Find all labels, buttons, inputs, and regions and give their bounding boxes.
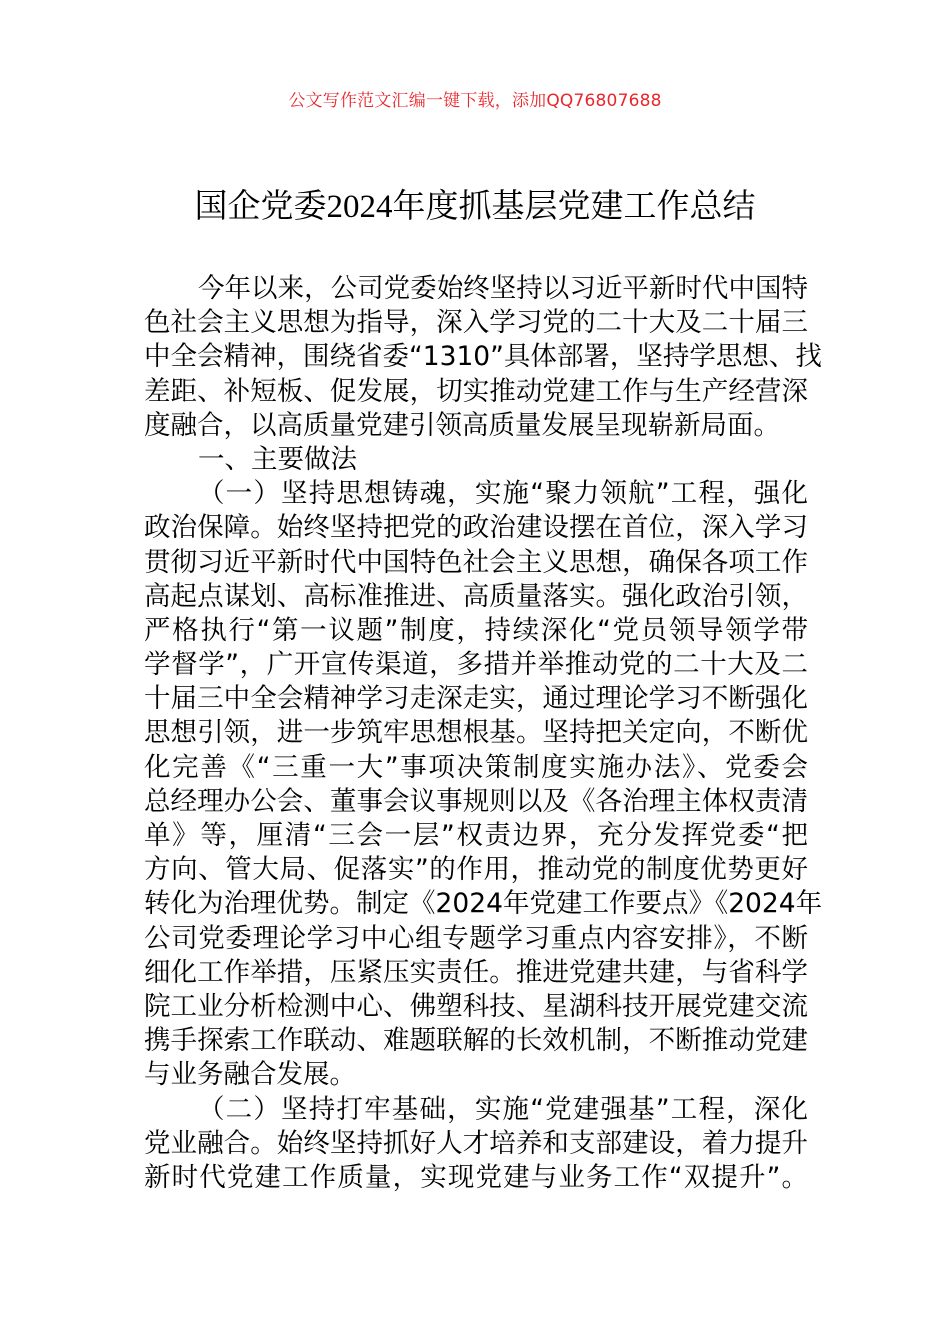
- paragraph-subsection-2: [144, 1093, 808, 1196]
- document-body: [144, 272, 823, 1195]
- text-line: （二）坚持打牢基础，实施“党建强基”工程，深化: [198, 1093, 808, 1125]
- text-line: 十届三中全会精神学习走深走实，通过理论学习不断强化: [144, 683, 808, 715]
- text-line: 与业务融合发展。: [144, 1059, 356, 1091]
- text-line: 贯彻习近平新时代中国特色社会主义思想，确保各项工作: [144, 546, 808, 578]
- text-line: 学督学”，广开宣传渠道，多措并举推动党的二十大及二: [144, 649, 808, 681]
- text-line: 高起点谋划、高标准推进、高质量落实。强化政治引领，: [144, 580, 808, 612]
- text-line: 公司党委理论学习中心组专题学习重点内容安排》，不断: [144, 922, 808, 954]
- text-line: 度融合，以高质量党建引领高质量发展呈现崭新局面。: [144, 409, 780, 441]
- text-line: 思想引领，进一步筑牢思想根基。坚持把关定向，不断优: [144, 717, 808, 749]
- text-line: 差距、补短板、促发展，切实推动党建工作与生产经营深: [144, 375, 808, 407]
- intro-paragraph: [144, 272, 822, 443]
- text-line: 政治保障。始终坚持把党的政治建设摆在首位，深入学习: [144, 512, 808, 544]
- text-line: 中全会精神，围绕省委“1310”具体部署，坚持学思想、找: [144, 341, 822, 373]
- text-line: 转化为治理优势。制定《2024年党建工作要点》《2024年: [144, 888, 823, 920]
- text-line: 携手探索工作联动、难题联解的长效机制，不断推动党建: [144, 1025, 808, 1057]
- text-line: 方向、管大局、促落实”的作用，推动党的制度优势更好: [144, 854, 808, 886]
- text-line: 党业融合。始终坚持抓好人才培养和支部建设，着力提升: [144, 1127, 808, 1159]
- text-line: 新时代党建工作质量，实现党建与业务工作“双提升”。: [144, 1161, 808, 1193]
- text-line: 总经理办公会、董事会议事规则以及《各治理主体权责清: [144, 785, 808, 817]
- section-heading-main-practices: [144, 443, 808, 477]
- document-title: 国企党委2024年度抓基层党建工作总结: [194, 189, 756, 225]
- text-line: 今年以来，公司党委始终坚持以习近平新时代中国特: [198, 273, 808, 304]
- watermark-download-notice: 公文写作范文汇编一键下载，添加QQ76807688: [288, 91, 662, 111]
- text-line: 细化工作举措，压紧压实责任。推进党建共建，与省科学: [144, 956, 808, 988]
- text-line: 色社会主义思想为指导，深入学习党的二十大及二十届三: [144, 307, 808, 339]
- text-line: （一）坚持思想铸魂，实施“聚力领航”工程，强化: [198, 478, 808, 510]
- text-line: 化完善《“三重一大”事项决策制度实施办法》、党委会: [144, 751, 808, 783]
- text-line: 单》等，厘清“三会一层”权责边界，充分发挥党委“把: [144, 820, 808, 851]
- text-line: 院工业分析检测中心、佛塑科技、星湖科技开展党建交流: [144, 990, 808, 1022]
- text-line: 严格执行“第一议题”制度，持续深化“党员领导领学带: [144, 614, 808, 646]
- section-heading: 一、主要做法: [198, 443, 357, 475]
- paragraph-subsection-1: [144, 477, 823, 1092]
